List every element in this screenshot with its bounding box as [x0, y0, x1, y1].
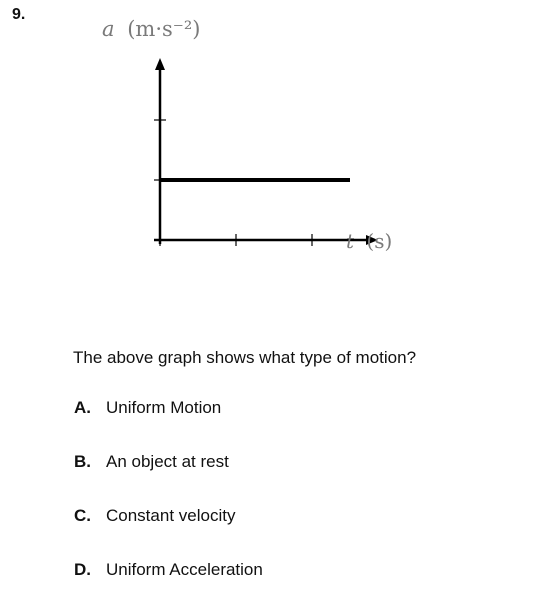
y-axis-arrow — [155, 58, 165, 70]
question-text: The above graph shows what type of motion? — [73, 348, 417, 367]
option-text: Uniform Acceleration — [106, 560, 263, 579]
x-axis-variable: t — [346, 229, 355, 253]
option-d[interactable] — [74, 560, 263, 614]
option-c[interactable] — [74, 506, 263, 560]
option-text: Uniform Motion — [106, 398, 222, 417]
y-axis-label — [102, 17, 200, 41]
option-letter: C. — [74, 506, 91, 525]
option-text: Constant velocity — [106, 506, 236, 525]
y-axis-variable: a — [102, 17, 115, 41]
acceleration-time-graph — [0, 0, 537, 300]
x-axis-unit: (s) — [366, 229, 393, 253]
axes — [154, 58, 378, 246]
question-number: 9. — [12, 6, 26, 23]
option-a[interactable] — [74, 398, 263, 452]
option-text: An object at rest — [106, 452, 229, 471]
option-b[interactable] — [74, 452, 263, 506]
option-letter: D. — [74, 560, 91, 579]
option-letter: B. — [74, 452, 91, 471]
answer-options — [74, 398, 263, 614]
option-letter: A. — [74, 398, 91, 417]
x-axis-label — [346, 229, 392, 253]
y-axis-unit: (m·s⁻²) — [127, 17, 201, 41]
